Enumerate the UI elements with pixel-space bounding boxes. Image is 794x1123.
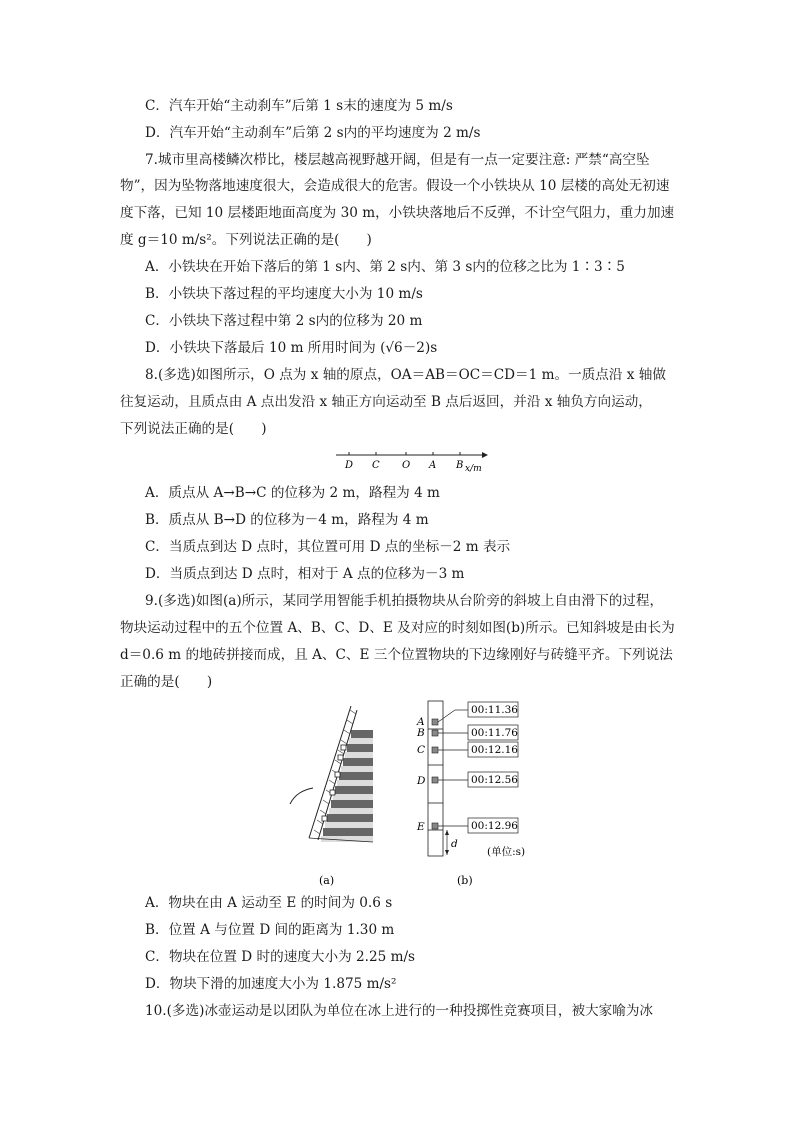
pos-label-a: A	[417, 716, 425, 728]
pos-label-b: B	[417, 727, 425, 739]
q9-option-d: D．物块下滑的加速度大小为 1.875 m/s²	[145, 976, 397, 992]
q9-stem-line3: d＝0.6 m 的地砖拼接而成，且 A、C、E 三个位置物块的下边缘刚好与砖缝平齐。下列说法	[120, 647, 673, 663]
time-d: 00:12.56	[471, 774, 518, 786]
q8-stem-line3: 下列说法正确的是( )	[120, 421, 267, 437]
q8-axis-diagram	[334, 449, 494, 475]
pos-label-c: C	[417, 744, 426, 756]
axis-label-c: C	[372, 460, 380, 471]
pos-label-d: D	[417, 775, 426, 787]
axis-label-a: A	[429, 460, 437, 471]
q9-stem-line2: 物块运动过程中的五个位置 A、B、C、D、E 及对应的时刻如图(b)所示。已知斜坡是由长为	[120, 620, 675, 636]
q7-option-b: B．小铁块下落过程的平均速度大小为 10 m/s	[145, 286, 423, 302]
q9-figure-b	[410, 695, 550, 890]
time-c: 00:12.16	[471, 744, 518, 756]
axis-label-d: D	[345, 460, 354, 471]
time-b: 00:11.76	[471, 727, 518, 739]
d-label: d	[451, 838, 458, 850]
q10-stem-line1: 10.(多选)冰壶运动是以团队为单位在冰上进行的一种投掷性竞赛项目，被大家喻为冰	[145, 1003, 654, 1019]
q7-stem-line3: 度下落，已知 10 层楼距地面高度为 30 m，小铁块落地后不反弹，不计空气阻力，重力加速	[120, 205, 675, 221]
q9-option-b: B．位置 A 与位置 D 间的距离为 1.30 m	[145, 922, 395, 938]
q6-option-d: D．汽车开始“主动刹车”后第 2 s内的平均速度为 2 m/s	[145, 125, 481, 141]
q8-option-b: B．质点从 B→D 的位移为－4 m，路程为 4 m	[145, 512, 429, 528]
q9-stem-line1: 9.(多选)如图(a)所示，某同学用智能手机拍摄物块从台阶旁的斜坡上自由滑下的过程，	[145, 593, 664, 609]
q9-option-c: C．物块在位置 D 时的速度大小为 2.25 m/s	[145, 949, 416, 965]
q9-figure-a	[285, 700, 385, 890]
fig-a-caption: (a)	[319, 874, 335, 887]
q7-option-c: C．小铁块下落过程中第 2 s内的位移为 20 m	[145, 313, 423, 329]
fig-b-caption: (b)	[457, 874, 473, 887]
time-a: 00:11.36	[471, 704, 518, 716]
q7-option-a: A．小铁块在开始下落后的第 1 s内、第 2 s内、第 3 s内的位移之比为 1∶3∶5	[145, 259, 625, 275]
pos-label-e: E	[417, 821, 425, 833]
q7-stem-line2: 物”，因为坠物落地速度很大，会造成很大的危害。假设一个小铁块从 10 层楼的高处无初速	[120, 178, 670, 194]
time-e: 00:12.96	[471, 820, 518, 832]
q8-option-c: C．当质点到达 D 点时，其位置可用 D 点的坐标－2 m 表示	[145, 539, 511, 555]
q8-stem-line1: 8.(多选)如图所示，O 点为 x 轴的原点，OA＝AB＝OC＝CD＝1 m。一质点沿 x 轴做	[145, 367, 666, 383]
q8-stem-line2: 往复运动，且质点由 A 点出发沿 x 轴正方向运动至 B 点后返回，并沿 x 轴负方向运动，	[120, 394, 652, 410]
unit-label: (单位:s)	[487, 846, 526, 858]
q7-stem-line1: 7.城市里高楼鳞次栉比，楼层越高视野越开阔，但是有一点一定要注意: 严禁“高空坠	[145, 152, 650, 168]
q9-option-a: A．物块在由 A 运动至 E 的时间为 0.6 s	[145, 895, 393, 911]
q8-option-d: D．当质点到达 D 点时，相对于 A 点的位移为－3 m	[145, 566, 465, 582]
axis-label-b: B	[456, 460, 464, 471]
q8-option-a: A．质点从 A→B→C 的位移为 2 m，路程为 4 m	[145, 485, 440, 501]
axis-unit: x/m	[465, 464, 482, 474]
q7-option-d: D．小铁块下落最后 10 m 所用时间为 (√6－2)s	[145, 340, 438, 356]
axis-label-o: O	[402, 460, 411, 471]
q7-stem-line4: 度 g＝10 m/s²。下列说法正确的是( )	[120, 232, 372, 248]
q9-stem-line4: 正确的是( )	[120, 674, 213, 690]
q6-option-c: C．汽车开始“主动刹车”后第 1 s末的速度为 5 m/s	[145, 98, 453, 114]
